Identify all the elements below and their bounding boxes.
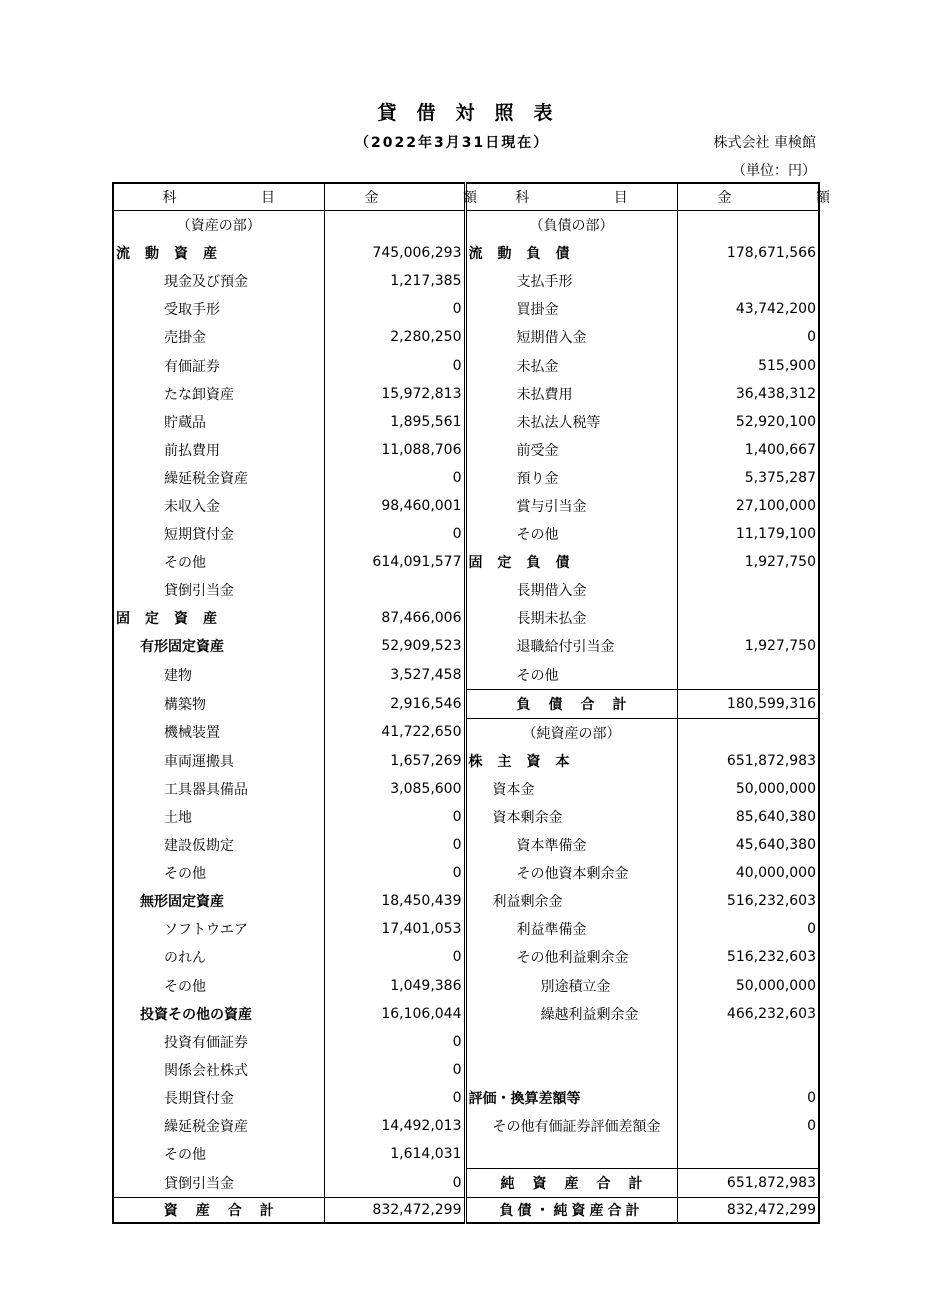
liability-item-amount: 52,920,100 — [735, 413, 816, 430]
asset-item-amount: 41,722,650 — [324, 718, 465, 747]
liability-item-amount: 50,000,000 — [735, 780, 816, 797]
asset-item-amount: 0 — [324, 1028, 465, 1056]
table-row — [113, 408, 819, 436]
asset-item-amount: 0 — [324, 803, 465, 831]
liability-item-amount: 1,927,750 — [744, 638, 816, 655]
liability-item-amount — [677, 661, 819, 690]
asset-item-label: 有形固定資産 — [113, 632, 324, 660]
liability-item-label: 別途積立金 — [465, 972, 677, 1000]
liability-item-amount: 40,000,000 — [735, 865, 816, 882]
balance-sheet-table — [112, 182, 870, 1224]
asset-item-label: 貸倒引当金 — [113, 576, 324, 604]
liability-item-amount: 178,671,566 — [726, 245, 816, 262]
liability-item-label: 資本準備金 — [465, 831, 677, 859]
liability-item-label: 賞与引当金 — [465, 492, 677, 520]
table-row — [113, 211, 819, 240]
liability-item-label: 未払費用 — [465, 380, 677, 408]
liability-item-label: その他 — [465, 520, 677, 548]
table-row — [113, 436, 819, 464]
liability-item-amount: 85,640,380 — [735, 809, 816, 826]
liability-item-amount: 651,872,983 — [726, 752, 816, 769]
liability-item-amount: 466,232,603 — [726, 1005, 816, 1022]
asset-item-label: 売掛金 — [113, 323, 324, 351]
asset-item-amount: 52,909,523 — [324, 632, 465, 660]
liability-item-label: 長期未払金 — [465, 604, 677, 632]
table-row — [113, 1112, 819, 1140]
table-row — [113, 1169, 819, 1198]
liability-item-amount: 0 — [807, 1089, 816, 1106]
asset-item-label: 繰延税金資産 — [113, 464, 324, 492]
asset-item-label: 機械装置 — [113, 718, 324, 747]
assets-total-amount: 832,472,299 — [324, 1198, 465, 1224]
table-row — [113, 1140, 819, 1169]
company-name: 株式会社 車検館 — [713, 135, 816, 151]
asset-item-amount: 0 — [324, 1056, 465, 1084]
asset-item-amount: 614,091,577 — [324, 548, 465, 576]
liabilities-net-assets-total-label: 負債・純資産合計 — [465, 1198, 677, 1224]
asset-item-amount: 1,217,385 — [324, 267, 465, 295]
asset-item-label: のれん — [113, 943, 324, 971]
table-row — [113, 295, 819, 323]
liability-item-label: 長期借入金 — [465, 576, 677, 604]
liability-item-label — [465, 1140, 677, 1169]
asset-item-amount: 0 — [324, 351, 465, 379]
asset-item-label: 構築物 — [113, 689, 324, 718]
table-row — [113, 943, 819, 971]
liabilities-subject-header: 科 目 — [465, 183, 677, 211]
asset-item-amount: 18,450,439 — [324, 887, 465, 915]
asset-item-label: ソフトウエア — [113, 915, 324, 943]
asset-item-label: 工具器具備品 — [113, 775, 324, 803]
liability-item-label: 支払手形 — [465, 267, 677, 295]
asset-item-label: 投資その他の資産 — [113, 1000, 324, 1028]
table-row — [113, 351, 819, 379]
page-title: 貸借対照表 — [377, 102, 573, 124]
assets-subject-header: 科 目 — [113, 183, 324, 211]
asset-item-label: その他 — [113, 859, 324, 887]
table-row — [113, 689, 819, 718]
table-row — [113, 239, 819, 267]
table-row — [113, 576, 819, 604]
liability-item-label: 負債合計 — [465, 689, 677, 718]
asset-item-amount — [324, 211, 465, 240]
liability-item-label: その他 — [465, 661, 677, 690]
asset-item-amount: 1,895,561 — [324, 408, 465, 436]
asset-item-label: 関係会社株式 — [113, 1056, 324, 1084]
liability-item-label: 株主資本 — [465, 747, 677, 775]
table-row — [113, 747, 819, 775]
liability-item-label: 繰越利益剰余金 — [465, 1000, 677, 1028]
asset-item-label: 現金及び預金 — [113, 267, 324, 295]
unit-label: （単位：円） — [732, 163, 816, 179]
liability-item-label: 利益準備金 — [465, 915, 677, 943]
asset-item-label: 固定資産 — [113, 604, 324, 632]
liability-item-label: （純資産の部） — [465, 718, 677, 747]
asset-item-amount: 87,466,006 — [324, 604, 465, 632]
liability-item-label — [465, 1056, 677, 1084]
assets-amount-header: 金 額 — [324, 183, 465, 211]
liability-item-amount: 11,179,100 — [735, 526, 816, 543]
table-row — [113, 548, 819, 576]
liability-item-amount: 516,232,603 — [726, 949, 816, 966]
liability-item-amount — [677, 1028, 819, 1056]
asset-item-label: その他 — [113, 1140, 324, 1169]
liability-item-label: 資本剰余金 — [465, 803, 677, 831]
liability-item-amount: 0 — [807, 921, 816, 938]
asset-item-amount: 98,460,001 — [324, 492, 465, 520]
liability-item-label: 未払法人税等 — [465, 408, 677, 436]
table-row — [113, 775, 819, 803]
liability-item-label: 預り金 — [465, 464, 677, 492]
asset-item-amount: 0 — [324, 464, 465, 492]
liability-item-label: 純資産合計 — [465, 1169, 677, 1198]
table-row — [113, 1000, 819, 1028]
liability-item-label: 前受金 — [465, 436, 677, 464]
liability-item-label: 評価・換算差額等 — [465, 1084, 677, 1112]
table-row — [113, 718, 819, 747]
liability-item-label: その他利益剰余金 — [465, 943, 677, 971]
totals-row — [113, 1198, 819, 1224]
header-row — [113, 183, 819, 211]
liability-item-amount: 515,900 — [758, 357, 816, 374]
table-row — [113, 915, 819, 943]
liability-item-amount — [677, 718, 819, 747]
assets-total-label: 資産合計 — [113, 1198, 324, 1224]
liability-item-amount — [677, 604, 819, 632]
asset-item-amount: 1,049,386 — [324, 972, 465, 1000]
liability-item-label: 利益剰余金 — [465, 887, 677, 915]
liability-item-amount: 27,100,000 — [735, 497, 816, 514]
asset-item-label: 貸倒引当金 — [113, 1169, 324, 1198]
liability-item-amount — [677, 1140, 819, 1169]
asset-item-amount: 0 — [324, 1169, 465, 1198]
table-row — [113, 632, 819, 660]
liability-item-amount: 1,400,667 — [744, 441, 816, 458]
table-row — [113, 380, 819, 408]
asset-item-label: 土地 — [113, 803, 324, 831]
table-row — [113, 661, 819, 690]
asset-item-label: 前払費用 — [113, 436, 324, 464]
liability-item-label: 短期借入金 — [465, 323, 677, 351]
table-row — [113, 604, 819, 632]
table-row — [113, 323, 819, 351]
liability-item-amount: 651,872,983 — [677, 1169, 819, 1198]
asset-item-amount: 0 — [324, 943, 465, 971]
asset-item-amount: 11,088,706 — [324, 436, 465, 464]
asset-item-amount: 0 — [324, 859, 465, 887]
asset-item-label: その他 — [113, 972, 324, 1000]
asset-item-label: 無形固定資産 — [113, 887, 324, 915]
asset-item-label: その他 — [113, 548, 324, 576]
table-row — [113, 464, 819, 492]
liability-item-label: 未払金 — [465, 351, 677, 379]
asset-item-label: 繰延税金資産 — [113, 1112, 324, 1140]
table-row — [113, 803, 819, 831]
liability-item-amount — [677, 1056, 819, 1084]
table-row — [113, 887, 819, 915]
table-row — [113, 1028, 819, 1056]
asset-item-amount: 0 — [324, 520, 465, 548]
liability-item-amount: 1,927,750 — [744, 554, 816, 571]
table-row — [113, 520, 819, 548]
asset-item-label: 車両運搬具 — [113, 747, 324, 775]
liability-item-label: その他資本剰余金 — [465, 859, 677, 887]
liability-item-amount — [677, 267, 819, 295]
liability-item-label: 資本金 — [465, 775, 677, 803]
liability-item-label — [465, 1028, 677, 1056]
liability-item-amount: 50,000,000 — [735, 977, 816, 994]
table-row — [113, 492, 819, 520]
asset-item-amount: 3,085,600 — [324, 775, 465, 803]
asset-item-amount: 0 — [324, 1084, 465, 1112]
asset-item-label: （資産の部） — [113, 211, 324, 240]
asset-item-amount: 1,657,269 — [324, 747, 465, 775]
liabilities-amount-header: 金 額 — [677, 183, 819, 211]
asset-item-amount: 15,972,813 — [324, 380, 465, 408]
asset-item-label: 長期貸付金 — [113, 1084, 324, 1112]
asset-item-label: 未収入金 — [113, 492, 324, 520]
asset-item-amount: 745,006,293 — [324, 239, 465, 267]
table-row — [113, 972, 819, 1000]
liability-item-amount: 5,375,287 — [744, 469, 816, 486]
liability-item-amount: 0 — [807, 329, 816, 346]
liabilities-net-assets-total-amount: 832,472,299 — [677, 1198, 819, 1224]
asset-item-amount: 17,401,053 — [324, 915, 465, 943]
liability-item-label: 固定負債 — [465, 548, 677, 576]
liability-item-label: 流動負債 — [465, 239, 677, 267]
table-row — [113, 267, 819, 295]
table-row — [113, 859, 819, 887]
liability-item-amount: 36,438,312 — [735, 385, 816, 402]
asset-item-label: 受取手形 — [113, 295, 324, 323]
liability-item-amount: 45,640,380 — [735, 837, 816, 854]
asset-item-amount: 2,280,250 — [324, 323, 465, 351]
asset-item-label: 建物 — [113, 661, 324, 690]
liability-item-amount: 43,742,200 — [735, 301, 816, 318]
liability-item-label: その他有価証券評価差額金 — [465, 1112, 677, 1140]
liability-item-amount: 516,232,603 — [726, 893, 816, 910]
asset-item-label: 流動資産 — [113, 239, 324, 267]
asset-item-label: 有価証券 — [113, 351, 324, 379]
liability-item-amount: 180,599,316 — [677, 689, 819, 718]
liability-item-amount: 0 — [807, 1118, 816, 1135]
asset-item-amount: 0 — [324, 295, 465, 323]
asset-item-amount: 2,916,546 — [324, 689, 465, 718]
liability-item-amount — [677, 576, 819, 604]
liability-item-label: （負債の部） — [465, 211, 677, 240]
table-row — [113, 1056, 819, 1084]
asset-item-amount: 14,492,013 — [324, 1112, 465, 1140]
liability-item-label: 退職給付引当金 — [465, 632, 677, 660]
liability-item-label: 買掛金 — [465, 295, 677, 323]
asset-item-amount: 1,614,031 — [324, 1140, 465, 1169]
asset-item-label: 建設仮勘定 — [113, 831, 324, 859]
asset-item-label: 投資有価証券 — [113, 1028, 324, 1056]
asset-item-amount: 3,527,458 — [324, 661, 465, 690]
asset-item-label: 短期貸付金 — [113, 520, 324, 548]
asset-item-amount: 16,106,044 — [324, 1000, 465, 1028]
table-row — [113, 831, 819, 859]
liability-item-amount — [677, 211, 819, 240]
asset-item-label: 貯蔵品 — [113, 408, 324, 436]
table-row — [113, 1084, 819, 1112]
asset-item-label: たな卸資産 — [113, 380, 324, 408]
asset-item-amount: 0 — [324, 831, 465, 859]
report-date: （2022年3月31日現在） — [355, 135, 550, 151]
asset-item-amount — [324, 576, 465, 604]
